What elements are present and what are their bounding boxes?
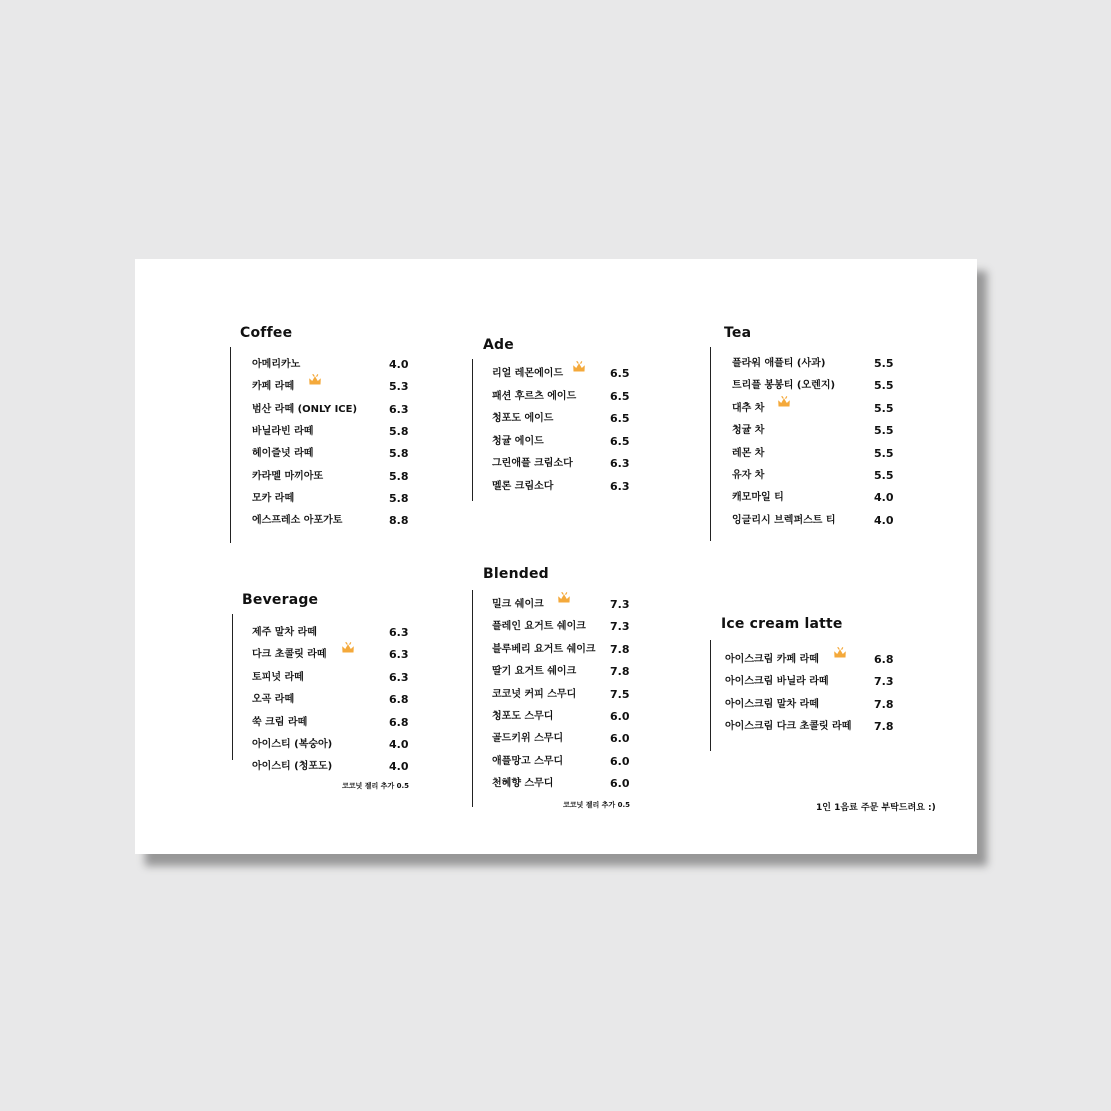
note-beverage: 코코넛 젤리 추가 0.5	[342, 782, 410, 790]
divider-ade	[472, 359, 473, 501]
menu-item-name: 리얼 레몬에이드	[492, 368, 564, 379]
menu-item-price: 5.5	[874, 446, 894, 460]
menu-item	[492, 411, 640, 427]
menu-item-name: 밀크 쉐이크	[492, 599, 544, 610]
menu-item-name: 캐모마일 티	[732, 492, 784, 504]
menu-item-name: 토피넛 라떼	[252, 671, 304, 683]
menu-item	[252, 357, 419, 373]
menu-item-name: 아이스크림 말차 라떼	[725, 698, 819, 710]
menu-item-price: 8.8	[389, 514, 409, 528]
section-title-beverage: Beverage	[242, 592, 319, 608]
menu-item-price: 4.0	[874, 513, 894, 527]
menu-item-price: 6.5	[610, 434, 630, 448]
menu-item-name: 애플망고 스무디	[492, 755, 564, 767]
menu-item-price: 6.8	[874, 653, 894, 666]
menu-item	[492, 434, 640, 450]
menu-item-name: 아메리카노	[252, 359, 301, 370]
menu-item-price: 6.3	[389, 648, 409, 662]
menu-item-price: 6.3	[389, 402, 409, 416]
menu-item	[252, 379, 419, 395]
menu-item-price: 7.3	[610, 620, 630, 634]
menu-item-price: 7.3	[610, 598, 630, 611]
menu-item	[252, 469, 419, 485]
menu-item	[492, 731, 640, 747]
menu-item-name: 아이스티 (복숭아)	[252, 739, 333, 750]
menu-item	[732, 490, 904, 506]
menu-card	[135, 259, 977, 854]
menu-item	[492, 664, 640, 680]
menu-item-price: 6.0	[610, 777, 630, 791]
crown-icon	[833, 647, 847, 659]
menu-item-price: 6.8	[389, 693, 409, 707]
menu-item	[725, 652, 904, 668]
menu-item-name: 블루베리 요거트 쉐이크	[492, 643, 596, 655]
crown-icon	[308, 374, 322, 386]
menu-item-price: 5.8	[389, 469, 409, 483]
menu-item	[732, 513, 904, 529]
menu-item	[732, 446, 904, 462]
menu-item-price: 6.0	[610, 754, 630, 768]
menu-item-name: 딸기 요거트 쉐이크	[492, 666, 577, 678]
section-title-blended: Blended	[483, 566, 549, 582]
menu-item	[725, 719, 904, 735]
menu-item	[732, 378, 904, 394]
divider-icecream	[710, 640, 711, 751]
menu-item	[492, 619, 640, 635]
menu-item-price: 6.0	[610, 732, 630, 746]
menu-item	[725, 674, 904, 690]
menu-item-name: 그린애플 크림소다	[492, 458, 573, 470]
menu-item-price: 5.5	[874, 401, 894, 415]
menu-item-name: 청포도 에이드	[492, 413, 554, 425]
menu-item	[492, 389, 640, 405]
menu-item-name: 플레인 요거트 쉐이크	[492, 621, 586, 633]
menu-item-name: 대추 차	[732, 402, 765, 414]
menu-item-name: 잉글리시 브렉퍼스트 티	[732, 514, 836, 526]
menu-item	[252, 625, 419, 641]
menu-item-price: 7.8	[874, 720, 894, 734]
menu-item	[252, 491, 419, 507]
menu-item-name: 범산 라떼 (ONLY ICE)	[252, 403, 358, 415]
menu-item	[492, 479, 640, 495]
menu-item-name: 플라워 애플티 (사과)	[732, 358, 826, 369]
note-blended: 코코넛 젤리 추가 0.5	[563, 801, 631, 809]
divider-coffee	[230, 347, 231, 543]
crown-icon	[341, 642, 355, 654]
menu-item-name: 다크 초콜릿 라떼	[252, 649, 327, 661]
menu-item-name: 패션 후르츠 에이드	[492, 390, 577, 402]
menu-item-price: 6.5	[610, 367, 630, 380]
menu-item-name: 멜론 크림소다	[492, 481, 554, 492]
menu-item-name: 청포도 스무디	[492, 711, 554, 722]
menu-item-name: 아이스티 (청포도)	[252, 761, 333, 773]
menu-item-price: 5.5	[874, 424, 894, 438]
menu-item-price: 5.8	[389, 424, 409, 438]
menu-item-price: 6.3	[610, 457, 630, 471]
menu-item	[732, 356, 904, 372]
menu-item	[252, 513, 419, 529]
menu-item-price: 5.5	[874, 379, 894, 393]
menu-item-name: 제주 말차 라떼	[252, 627, 317, 638]
menu-item-name: 오곡 라떼	[252, 694, 295, 706]
divider-beverage	[232, 614, 233, 760]
menu-item-price: 7.8	[874, 697, 894, 711]
menu-item-name: 바닐라빈 라떼	[252, 425, 314, 437]
menu-item	[252, 715, 419, 731]
menu-item-price: 7.8	[610, 665, 630, 679]
menu-item	[492, 687, 640, 703]
menu-item	[492, 709, 640, 725]
menu-item-name: 헤이즐넛 라떼	[252, 448, 314, 460]
menu-item-price: 7.3	[874, 675, 894, 689]
menu-item-price: 6.0	[610, 710, 630, 723]
menu-item-price: 5.8	[389, 491, 409, 505]
menu-item-name: 카페 라떼	[252, 381, 295, 393]
crown-icon	[572, 361, 586, 373]
menu-item-name: 아이스크림 카페 라떼	[725, 654, 819, 665]
menu-item	[732, 401, 904, 417]
crown-icon	[557, 592, 571, 604]
menu-item-name: 청귤 차	[732, 425, 765, 437]
menu-item	[492, 776, 640, 792]
menu-item	[492, 456, 640, 472]
menu-item	[252, 692, 419, 708]
divider-tea	[710, 347, 711, 541]
menu-item-name: 트리플 봉봉티 (오렌지)	[732, 380, 836, 392]
menu-item	[252, 446, 419, 462]
menu-item-price: 6.3	[389, 626, 409, 639]
menu-item-price: 7.8	[610, 642, 630, 656]
menu-item-name: 청귤 에이드	[492, 435, 544, 447]
menu-item	[725, 697, 904, 713]
menu-item-name: 골드키위 스무디	[492, 733, 564, 745]
menu-item-name: 에스프레소 아포가토	[252, 515, 343, 527]
menu-item-price: 7.5	[610, 687, 630, 701]
menu-item-price: 5.5	[874, 357, 894, 370]
menu-item	[732, 423, 904, 439]
menu-item-name: 모카 라떼	[252, 492, 295, 504]
section-title-icecream: Ice cream latte	[721, 616, 843, 632]
menu-item	[252, 424, 419, 440]
menu-item	[492, 597, 640, 613]
crown-icon	[777, 396, 791, 408]
menu-item-name: 아이스크림 바닐라 라떼	[725, 676, 829, 688]
menu-item-price: 6.5	[610, 389, 630, 403]
menu-item-price: 6.3	[389, 670, 409, 684]
section-title-ade: Ade	[483, 337, 514, 353]
menu-item-name: 천혜향 스무디	[492, 778, 554, 790]
menu-item	[492, 642, 640, 658]
menu-item	[252, 647, 419, 663]
menu-item-name: 카라멜 마끼아또	[252, 470, 324, 482]
menu-item-price: 4.0	[389, 760, 409, 774]
menu-item-name: 쑥 크림 라떼	[252, 716, 308, 728]
menu-item-price: 6.8	[389, 715, 409, 729]
menu-item	[492, 366, 640, 382]
menu-item	[252, 737, 419, 753]
menu-item-price: 6.5	[610, 412, 630, 426]
menu-item-price: 4.0	[389, 738, 409, 751]
menu-item-price: 4.0	[874, 491, 894, 505]
menu-item-name: 아이스크림 다크 초콜릿 라떼	[725, 721, 852, 733]
menu-item-price: 5.3	[389, 380, 409, 394]
divider-blended	[472, 590, 473, 807]
menu-item	[252, 402, 419, 418]
menu-item-price: 4.0	[389, 358, 409, 371]
menu-item-price: 5.8	[389, 447, 409, 461]
menu-item-name: 유자 차	[732, 470, 765, 481]
menu-item-name: 코코넛 커피 스무디	[492, 688, 577, 700]
menu-item	[252, 759, 419, 775]
section-title-coffee: Coffee	[240, 325, 293, 341]
menu-item	[492, 754, 640, 770]
section-title-tea: Tea	[724, 325, 752, 341]
menu-item-price: 5.5	[874, 469, 894, 482]
menu-item-name: 레몬 차	[732, 447, 765, 459]
footer-note: 1인 1음료 주문 부탁드려요 :)	[816, 803, 936, 813]
menu-item-price: 6.3	[610, 480, 630, 493]
menu-item	[252, 670, 419, 686]
menu-item	[732, 468, 904, 484]
